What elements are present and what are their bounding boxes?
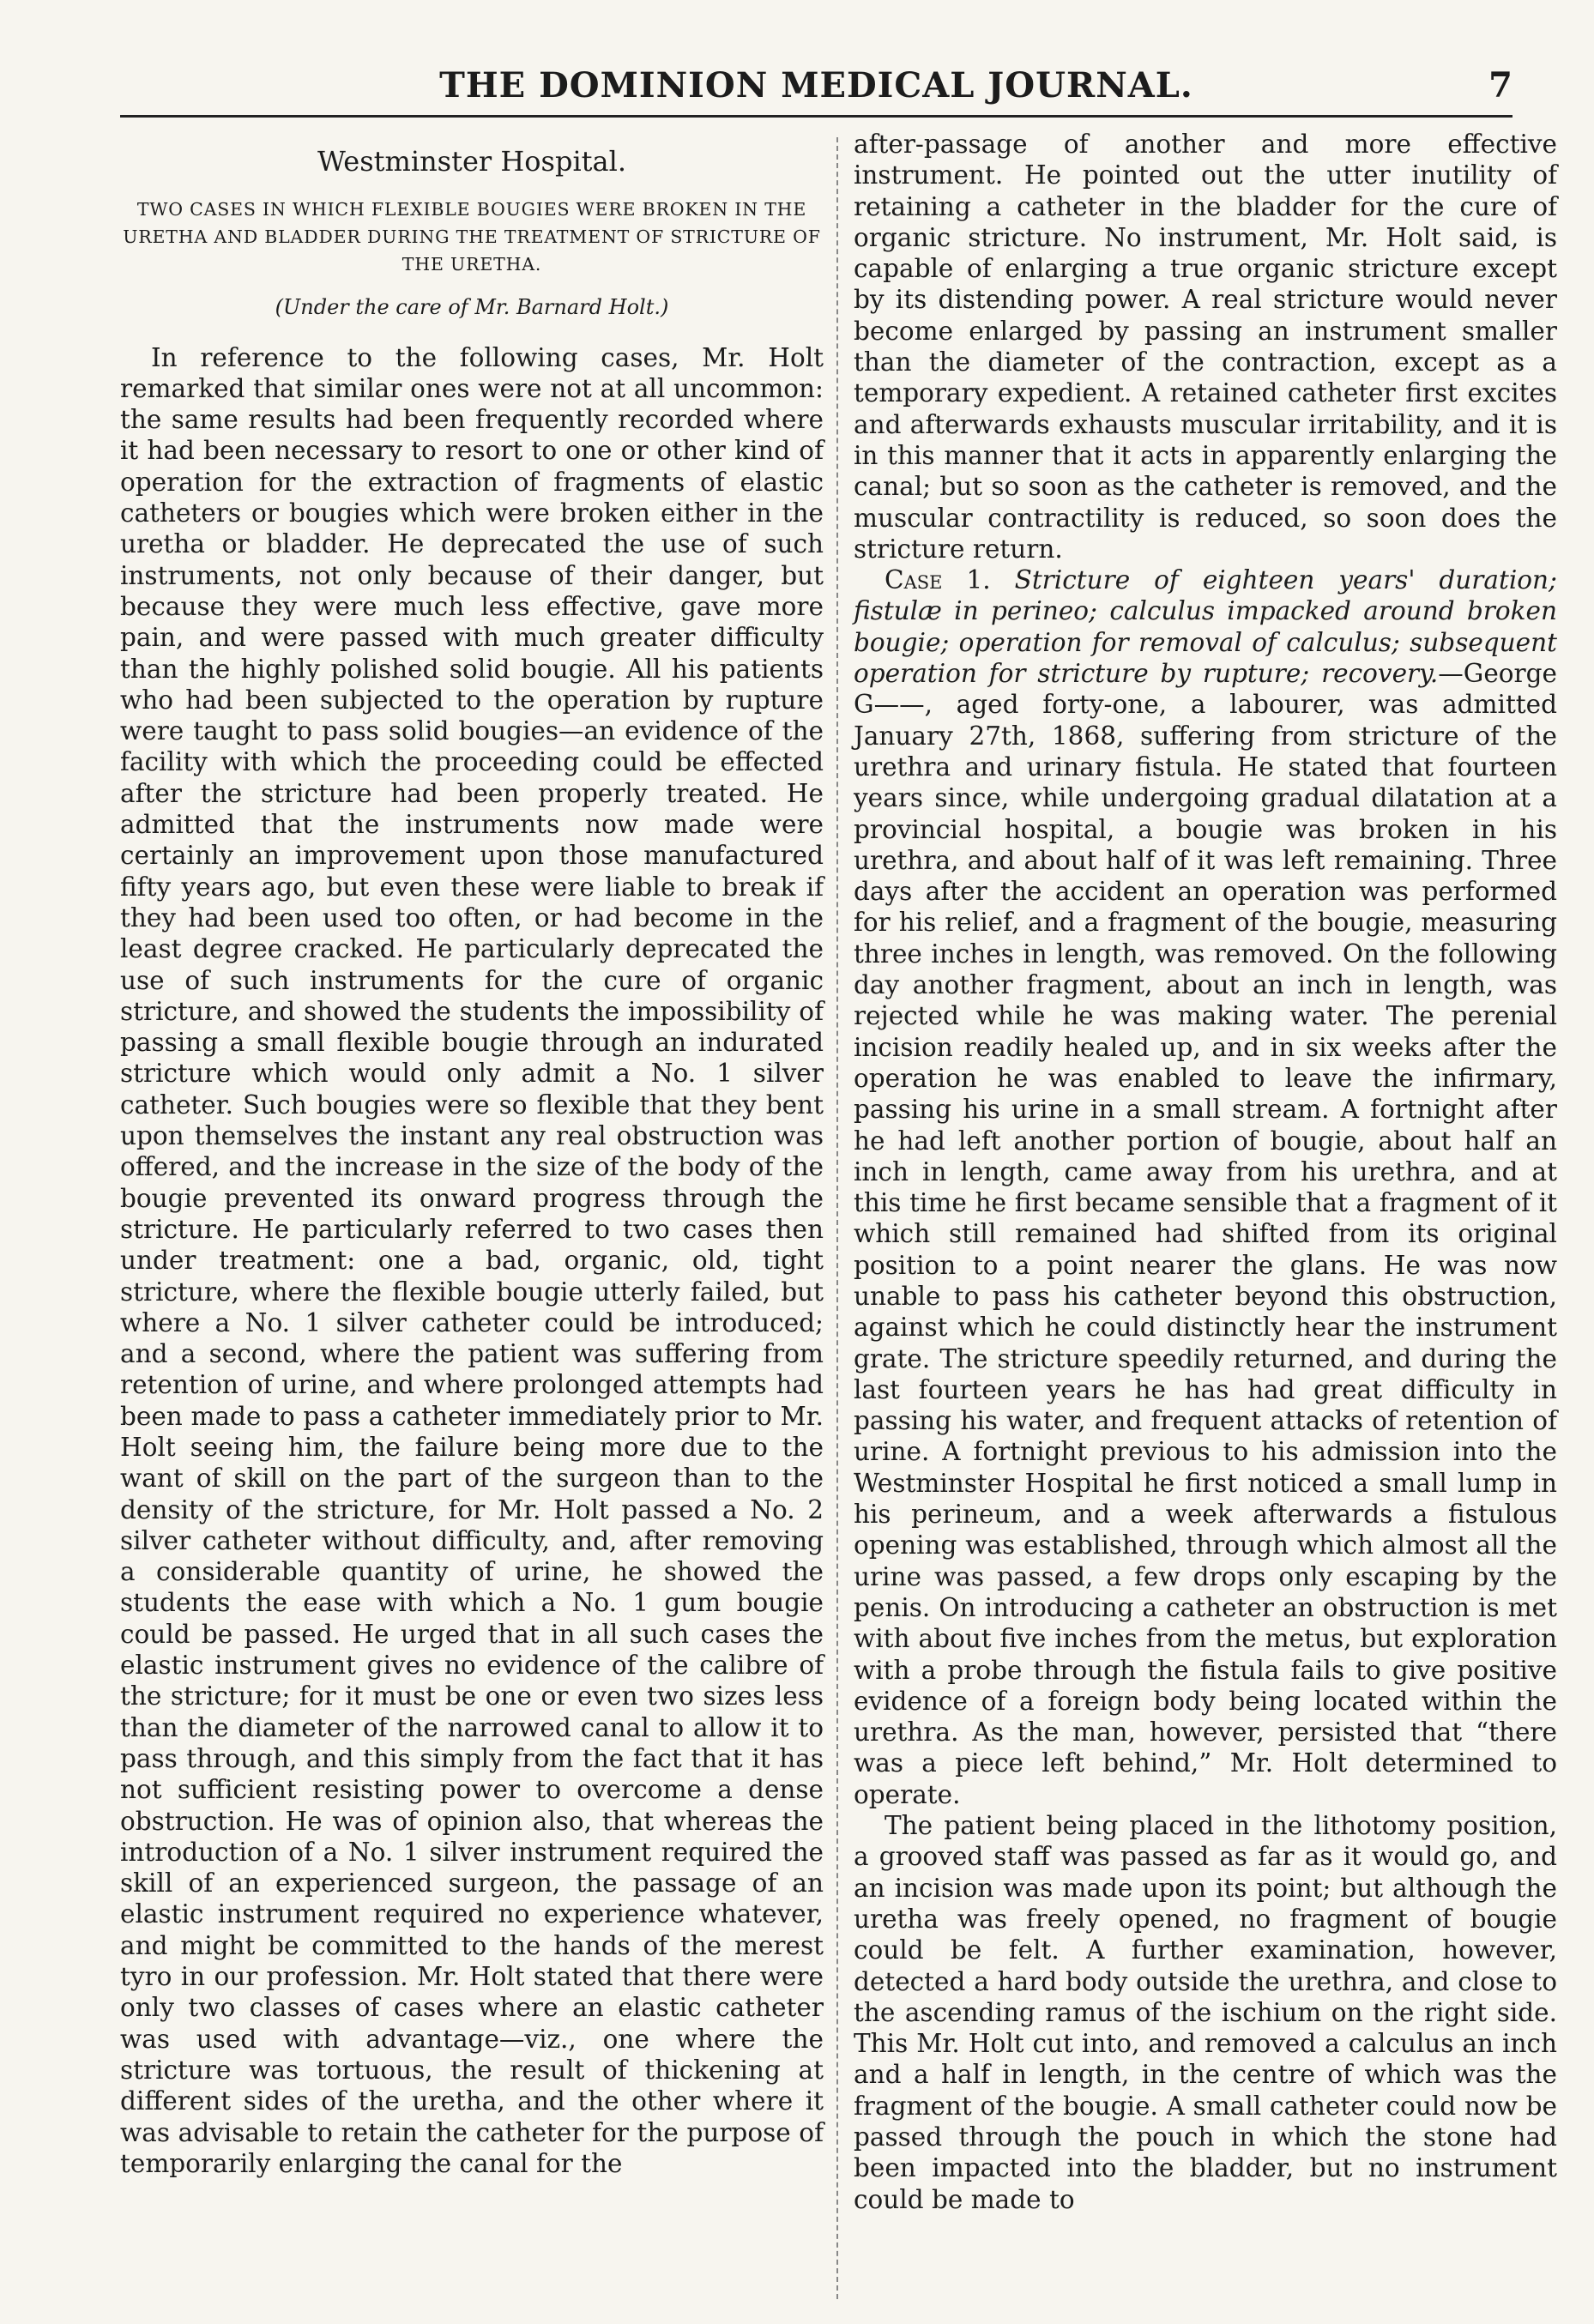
case-1-paragraph [854,564,1557,1810]
case-1-heading: Stricture of eighteen years' duration; fistulæ in perineo; calculus impacked around broken bougie; operation for removal of calculus; subsequent operation for stricture by rupture; recovery. [854,565,1557,689]
article-attribution: (Under the care of Mr. Barnard Holt.) [275,295,669,320]
running-head [120,60,1512,122]
body-paragraph: In reference to the following cases, Mr. Holt remarked that similar ones were not at all uncommon: the same results had been frequently recorded where it had been necessary to resort to one or other kind of operation for the extraction of fragments of elastic catheters or bougies which were broken either in the uretha or bladder. He deprecated the use of such instruments, not only because of their danger, but because they were much less effective, gave more pain, and were passed with much greater difficulty than the highly polished solid bougie. All his patients who had been subjected to the operation by rupture were taught to pass solid bougies—an evidence of the facility with which the proceeding could be effected after the stricture had been properly treated. He admitted that the instruments now made were certainly an improvement upon those manufactured fifty years ago, but even these were liable to break if they had been used too often, or had become in the least degree cracked. He particularly deprecated the use of such instruments for the cure of organic stricture, and showed the students the impossibility of passing a small flexible bougie through an indurated stricture which would only admit a No. 1 silver catheter. Such bougies were so flexible that they bent upon themselves the instant any real obstruction was offered, and the increase in the size of the body of the bougie prevented its onward progress through the stricture. He particularly referred to two cases then under treatment: one a bad, organic, old, tight stricture, where the flexible bougie utterly failed, but where a No. 1 silver catheter could be introduced; and a second, where the patient was suffering from retention of urine, and where prolonged attempts had been made to pass a catheter immediately prior to Mr. Holt seeing him, the failure being more due to the want of skill on the part of the surgeon than to the density of the stricture, for Mr. Holt passed a No. 2 silver catheter without difficulty, and, after removing a considerable quantity of urine, he showed the students the ease with which a No. 1 gum bougie could be passed. He urged that in all such cases the elastic instrument gives no evidence of the calibre of the stricture; for it must be one or even two sizes less than the diameter of the narrowed canal to allow it to pass through, and this simply from the fact that it has not sufficient resisting power to overcome a dense obstruction. He was of opinion also, that whereas the introduction of a No. 1 silver instrument required the skill of an experienced surgeon, the passage of an elastic instrument required no experience whatever, and might be committed to the hands of the merest tyro in our profession. Mr. Holt stated that there were only two classes of cases where an elastic catheter was used with advantage—viz., one where the stricture was tortuous, the result of thickening at different sides of the uretha, and the other where it was advisable to retain the catheter for the purpose of temporarily enlarging the canal for the [120,342,824,2178]
page-number: 7 [1488,65,1512,106]
journal-title: THE DOMINION MEDICAL JOURNAL. [439,65,1193,106]
case-1-label: Case 1. [885,565,991,595]
operation-paragraph: The patient being placed in the lithotomy position, a grooved staff was passed as far as it would go, and an incision was made upon its point; but although the uretha was freely opened, no fragment of bougie could be felt. A further examination, however, detected a hard body outside the urethra, and close to the ascending ramus of the ischium on the right side. This Mr. Holt cut into, and removed a calculus an inch and a half in length, in the centre of which was the fragment of the bougie. A small catheter could now be passed through the pouch in which the stone had been impacted into the bladder, but no instrument could be made to [854,1811,1557,2214]
column-divider [836,137,838,2299]
right-column [854,129,1557,2215]
case-1-body: —George G——, aged forty-one, a labourer, was admitted January 27th, 1868, suffering from stricture of the urethra and urinary fistula. He stated that fourteen years since, while undergoing gradual dilatation at a provincial hospital, a bougie was broken in his urethra, and about half of it was left remaining. Three days after the accident an operation was performed for his relief, and a fragment of the bougie, measuring three inches in length, was removed. On the following day another fragment, about an inch in length, was rejected while he was making water. The perenial incision readily healed up, and in six weeks after the operation he was enabled to leave the infirmary, passing his urine in a small stream. A fortnight after he had left another portion of bougie, about half an inch in length, came away from his urethra, and at this time he first became sensible that a fragment of it which still remained had shifted from its original position to a point nearer the glans. He was now unable to pass his catheter beyond this obstruction, against which he could distinctly hear the instrument grate. The stricture speedily returned, and during the last fourteen years he has had great difficulty in passing his water, and frequent attacks of retention of urine. A fortnight previous to his admission into the Westminster Hospital he first noticed a small lump in his perineum, and a week afterwards a fistulous opening was established, through which almost all the urine was passed, a few drops only escaping by the penis. On introducing a catheter an obstruction is met with about five inches from the metus, but exploration with a probe through the fistula fails to give positive evidence of a foreign body being located within the urethra. As the man, however, persisted that “there was a piece left behind,” Mr. Holt determined to operate. [854,659,1557,1809]
header-rule [120,115,1512,118]
hospital-heading: Westminster Hospital. [317,145,627,178]
left-column [120,129,824,2179]
continued-paragraph: after-passage of another and more effective instrument. He pointed out the utter inutility of retaining a catheter in the bladder for the cure of organic stricture. No instrument, Mr. Holt said, is capable of enlarging a true organic stricture except by its distending power. A real stricture would never become enlarged by passing an instrument smaller than the diameter of the contraction, except as a temporary expedient. A retained catheter first excites and afterwards exhausts muscular irritability, and it is in this manner that it acts in apparently enlarging the canal; but so soon as the catheter is removed, and the muscular contractility is reduced, so soon does the stricture return. [854,130,1557,564]
article-subtitle: TWO CASES IN WHICH FLEXIBLE BOUGIES WERE BROKEN IN THE URETHA AND BLADDER DURING THE TREATMENT OF STRICTURE OF THE URETHA. [123,199,821,275]
